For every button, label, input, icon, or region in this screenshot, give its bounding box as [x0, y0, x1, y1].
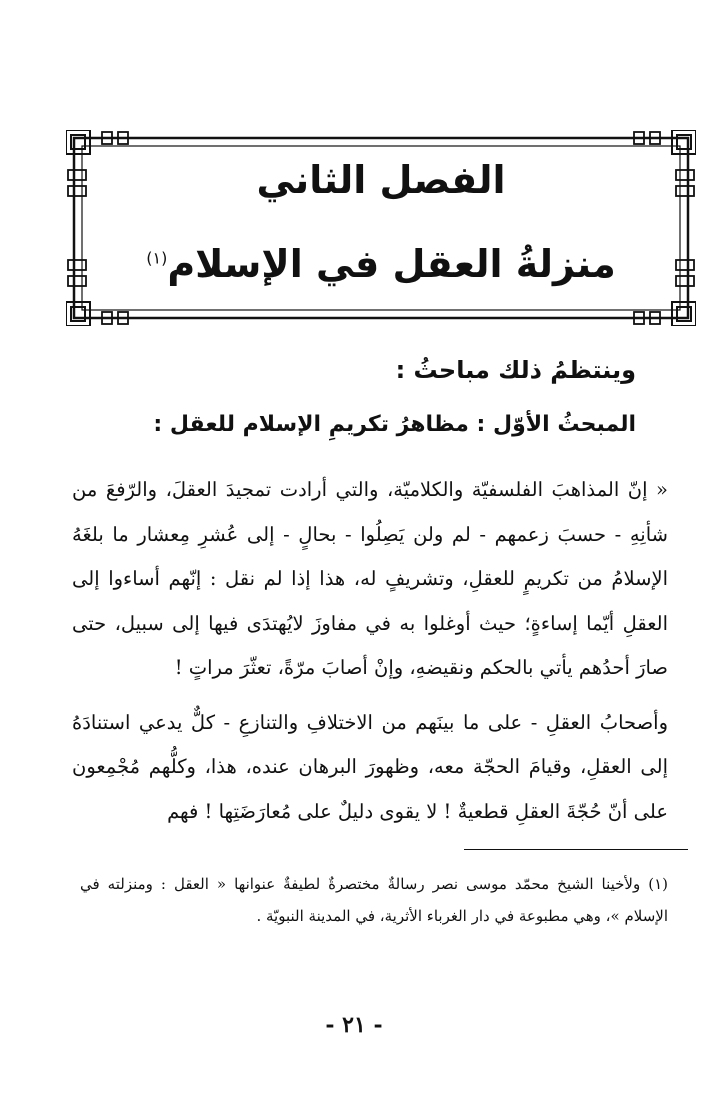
- paragraph: وأصحابُ العقلِ - على ما بينَهم من الاختلافِ والتنازعِ - كلٌّ يدعي استنادَهُ إلى العقلِ، وقيامَ الحجّة معه، وظهورَ البرهان عنده، هذا، وكلُّهم مُجْمِعون على أنّ حُجّةَ العقلِ قطعيةٌ ! لا يقوى دليلٌ على مُعارَضَتِها ! فهم: [72, 710, 668, 823]
- body-text: [72, 468, 668, 834]
- chapter-title-text: منزلةُ العقل في الإسلام: [167, 242, 616, 286]
- paragraph: « إنّ المذاهبَ الفلسفيّة والكلاميّة، والتي أرادت تمجيدَ العقلَ، والرّفعَ من شأنِهِ - حسبَ زعمهم - لم ولن يَصِلُوا - بحالٍ - إلى عُشرِ مِعشار ما بلغَهُ الإسلامُ من تكريمٍ للعقلِ، وتشريفٍ له، هذا إذا لم نقل : إنّهم أساءوا إلى العقلِ أيّما إساءةٍ؛ حيث أوغلوا به في مفاوزَ لايُهتدَى فيها إلى سبيل، حتى صارَ أحدُهم يأتي بالحكم ونقيضهِ، وإنْ أصابَ مرّةً، تعثّرَ مراتٍ !: [72, 478, 668, 679]
- section-heading: المبحثُ الأوّل : مظاهرُ تكريمِ الإسلام للعقل :: [153, 412, 636, 437]
- page-number: - ٢١ -: [325, 1012, 383, 1038]
- intro-line: وينتظمُ ذلك مباحثُ :: [395, 356, 636, 384]
- chapter-title: [66, 242, 696, 286]
- chapter-label: الفصل الثاني: [256, 158, 506, 202]
- footnote: (١) ولأخينا الشيخ محمّد موسى نصر رسالةٌ مختصرةٌ لطيفةٌ عنوانها « العقل : ومنزلته في الإسلام »، وهي مطبوعة في دار الغرباء الأثرية، في المدينة النبويّة .: [80, 875, 668, 925]
- chapter-title-frame: [66, 130, 696, 326]
- footnote-separator: [464, 849, 688, 850]
- chapter-title-footnote-marker: (١): [146, 248, 168, 268]
